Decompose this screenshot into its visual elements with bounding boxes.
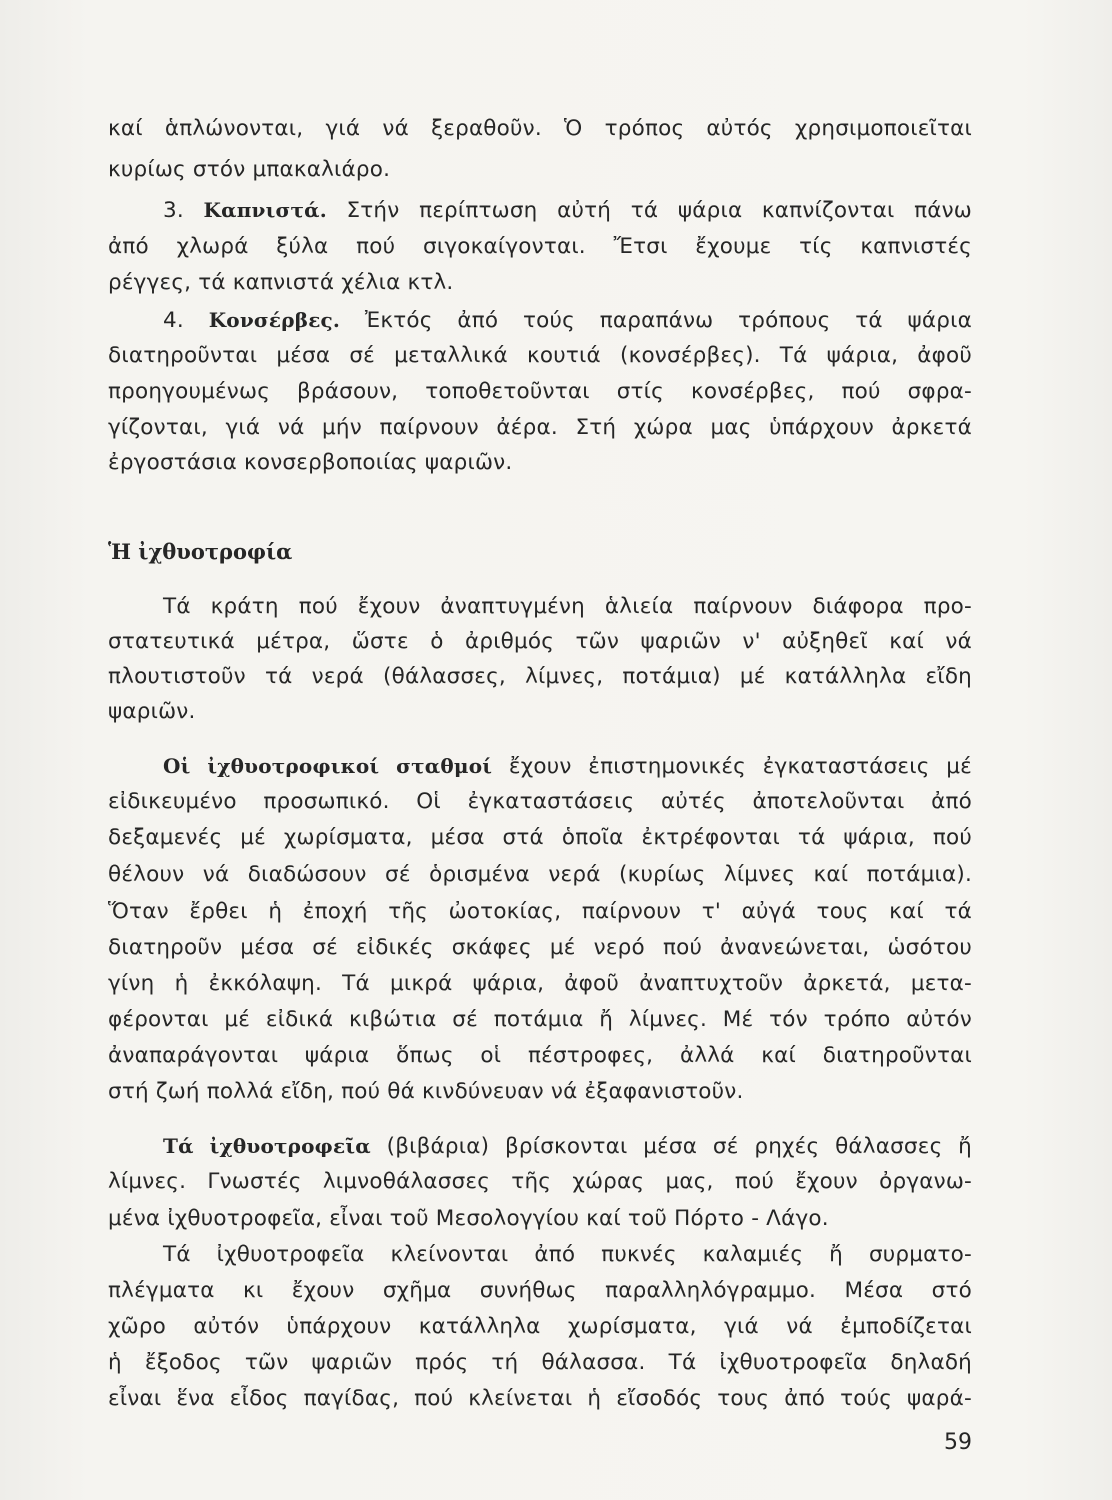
text-line: δεξαμενές μέ χωρίσματα, μέσα στά ὁποῖα ἐκτρέφονται τά ψάρια, πού: [108, 825, 972, 850]
bold-term: Τά ἰχθυοτροφεῖα: [163, 1134, 371, 1158]
text-line: Ὅταν ἔρθει ἡ ἐποχή τῆς ὠοτοκίας, παίρνουν τ' αὐγά τους καί τά: [108, 899, 972, 924]
text-line: Τά ἰχθυοτροφεῖα (βιβάρια) βρίσκονται μέσα σέ ρηχές θάλασσες ἤ: [163, 1134, 973, 1159]
text-line: λίμνες. Γνωστές λιμνοθάλασσες τῆς χώρας μας, πού ἔχουν ὀργανω-: [108, 1169, 972, 1194]
text-line: στή ζωή πολλά εἴδη, πού θά κινδύνευαν νά ἐξαφανιστοῦν.: [108, 1079, 744, 1104]
bold-term: Οἱ ἰχθυοτροφικοί σταθμοί: [163, 754, 493, 778]
text-line: Τά ἰχθυοτροφεῖα κλείνονται ἀπό πυκνές καλαμιές ἤ συρματο-: [163, 1242, 972, 1267]
text-line: πλουτιστοῦν τά νερά (θάλασσες, λίμνες, ποτάμια) μέ κατάλληλα εἴδη: [108, 664, 972, 689]
section-heading: Ἡ ἰχθυοτροφία: [108, 539, 293, 564]
text-line: 3. Καπνιστά. Στήν περίπτωση αὐτή τά ψάρια καπνίζονται πάνω: [163, 198, 973, 223]
text-line: διατηροῦνται μέσα σέ μεταλλικά κουτιά (κονσέρβες). Τά ψάρια, ἀφοῦ: [108, 343, 972, 368]
text-line: θέλουν νά διαδώσουν σέ ὁρισμένα νερά (κυρίως λίμνες καί ποτάμια).: [108, 862, 972, 887]
text-line: ἀπό χλωρά ξύλα πού σιγοκαίγονται. Ἔτσι ἔχουμε τίς καπνιστές: [108, 234, 972, 259]
text-line: καί ἁπλώνονται, γιά νά ξεραθοῦν. Ὁ τρόπος αὐτός χρησιμοποιεῖται: [108, 116, 972, 141]
text-line: μένα ἰχθυοτροφεῖα, εἶναι τοῦ Μεσολογγίου καί τοῦ Πόρτο - Λάγο.: [108, 1206, 829, 1231]
text-line: φέρονται μέ εἰδικά κιβώτια σέ ποτάμια ἤ λίμνες. Μέ τόν τρόπο αὐτόν: [108, 1007, 972, 1032]
page-number: 59: [944, 1430, 972, 1455]
text-line: εἶναι ἕνα εἶδος παγίδας, πού κλείνεται ἡ εἴσοδός τους ἀπό τούς ψαρά-: [108, 1386, 972, 1411]
bold-term: Κονσέρβες.: [208, 308, 341, 332]
text-line: ψαριῶν.: [108, 699, 196, 724]
text-line: ἐργοστάσια κονσερβοποιίας ψαριῶν.: [108, 450, 513, 475]
text-line: στατευτικά μέτρα, ὥστε ὁ ἀριθμός τῶν ψαριῶν ν' αὐξηθεῖ καί νά: [108, 629, 972, 654]
text-line: ἀναπαράγονται ψάρια ὅπως οἱ πέστροφες, ἀλλά καί διατηροῦνται: [108, 1043, 972, 1068]
text-line: προηγουμένως βράσουν, τοποθετοῦνται στίς κονσέρβες, πού σφρα-: [108, 379, 972, 404]
text-line: Οἱ ἰχθυοτροφικοί σταθμοί ἔχουν ἐπιστημονικές ἐγκαταστάσεις μέ: [163, 754, 972, 779]
text-line: Τά κράτη πού ἔχουν ἀναπτυγμένη ἁλιεία παίρνουν διάφορα προ-: [163, 594, 972, 619]
text-line: ἡ ἔξοδος τῶν ψαριῶν πρός τή θάλασσα. Τά ἰχθυοτροφεῖα δηλαδή: [108, 1350, 972, 1375]
text-line: γίζονται, γιά νά μήν παίρνουν ἀέρα. Στή χώρα μας ὑπάρχουν ἀρκετά: [108, 415, 972, 440]
text-line: πλέγματα κι ἔχουν σχῆμα συνήθως παραλληλόγραμμο. Μέσα στό: [108, 1278, 972, 1303]
text-line: 4. Κονσέρβες. Ἐκτός ἀπό τούς παραπάνω τρόπους τά ψάρια: [163, 308, 972, 333]
bold-term: Καπνιστά.: [203, 198, 327, 222]
text-line: ρέγγες, τά καπνιστά χέλια κτλ.: [108, 270, 454, 295]
text-line: διατηροῦν μέσα σέ εἰδικές σκάφες μέ νερό πού ἀνανεώνεται, ὡσότου: [108, 935, 972, 960]
text-line: εἰδικευμένο προσωπικό. Οἱ ἐγκαταστάσεις αὐτές ἀποτελοῦνται ἀπό: [108, 789, 972, 814]
text-line: κυρίως στόν μπακαλιάρο.: [108, 157, 391, 182]
text-line: γίνη ἡ ἐκκόλαψη. Τά μικρά ψάρια, ἀφοῦ ἀναπτυχτοῦν ἀρκετά, μετα-: [108, 971, 972, 996]
text-line: χῶρο αὐτόν ὑπάρχουν κατάλληλα χωρίσματα, γιά νά ἐμποδίζεται: [108, 1314, 972, 1339]
